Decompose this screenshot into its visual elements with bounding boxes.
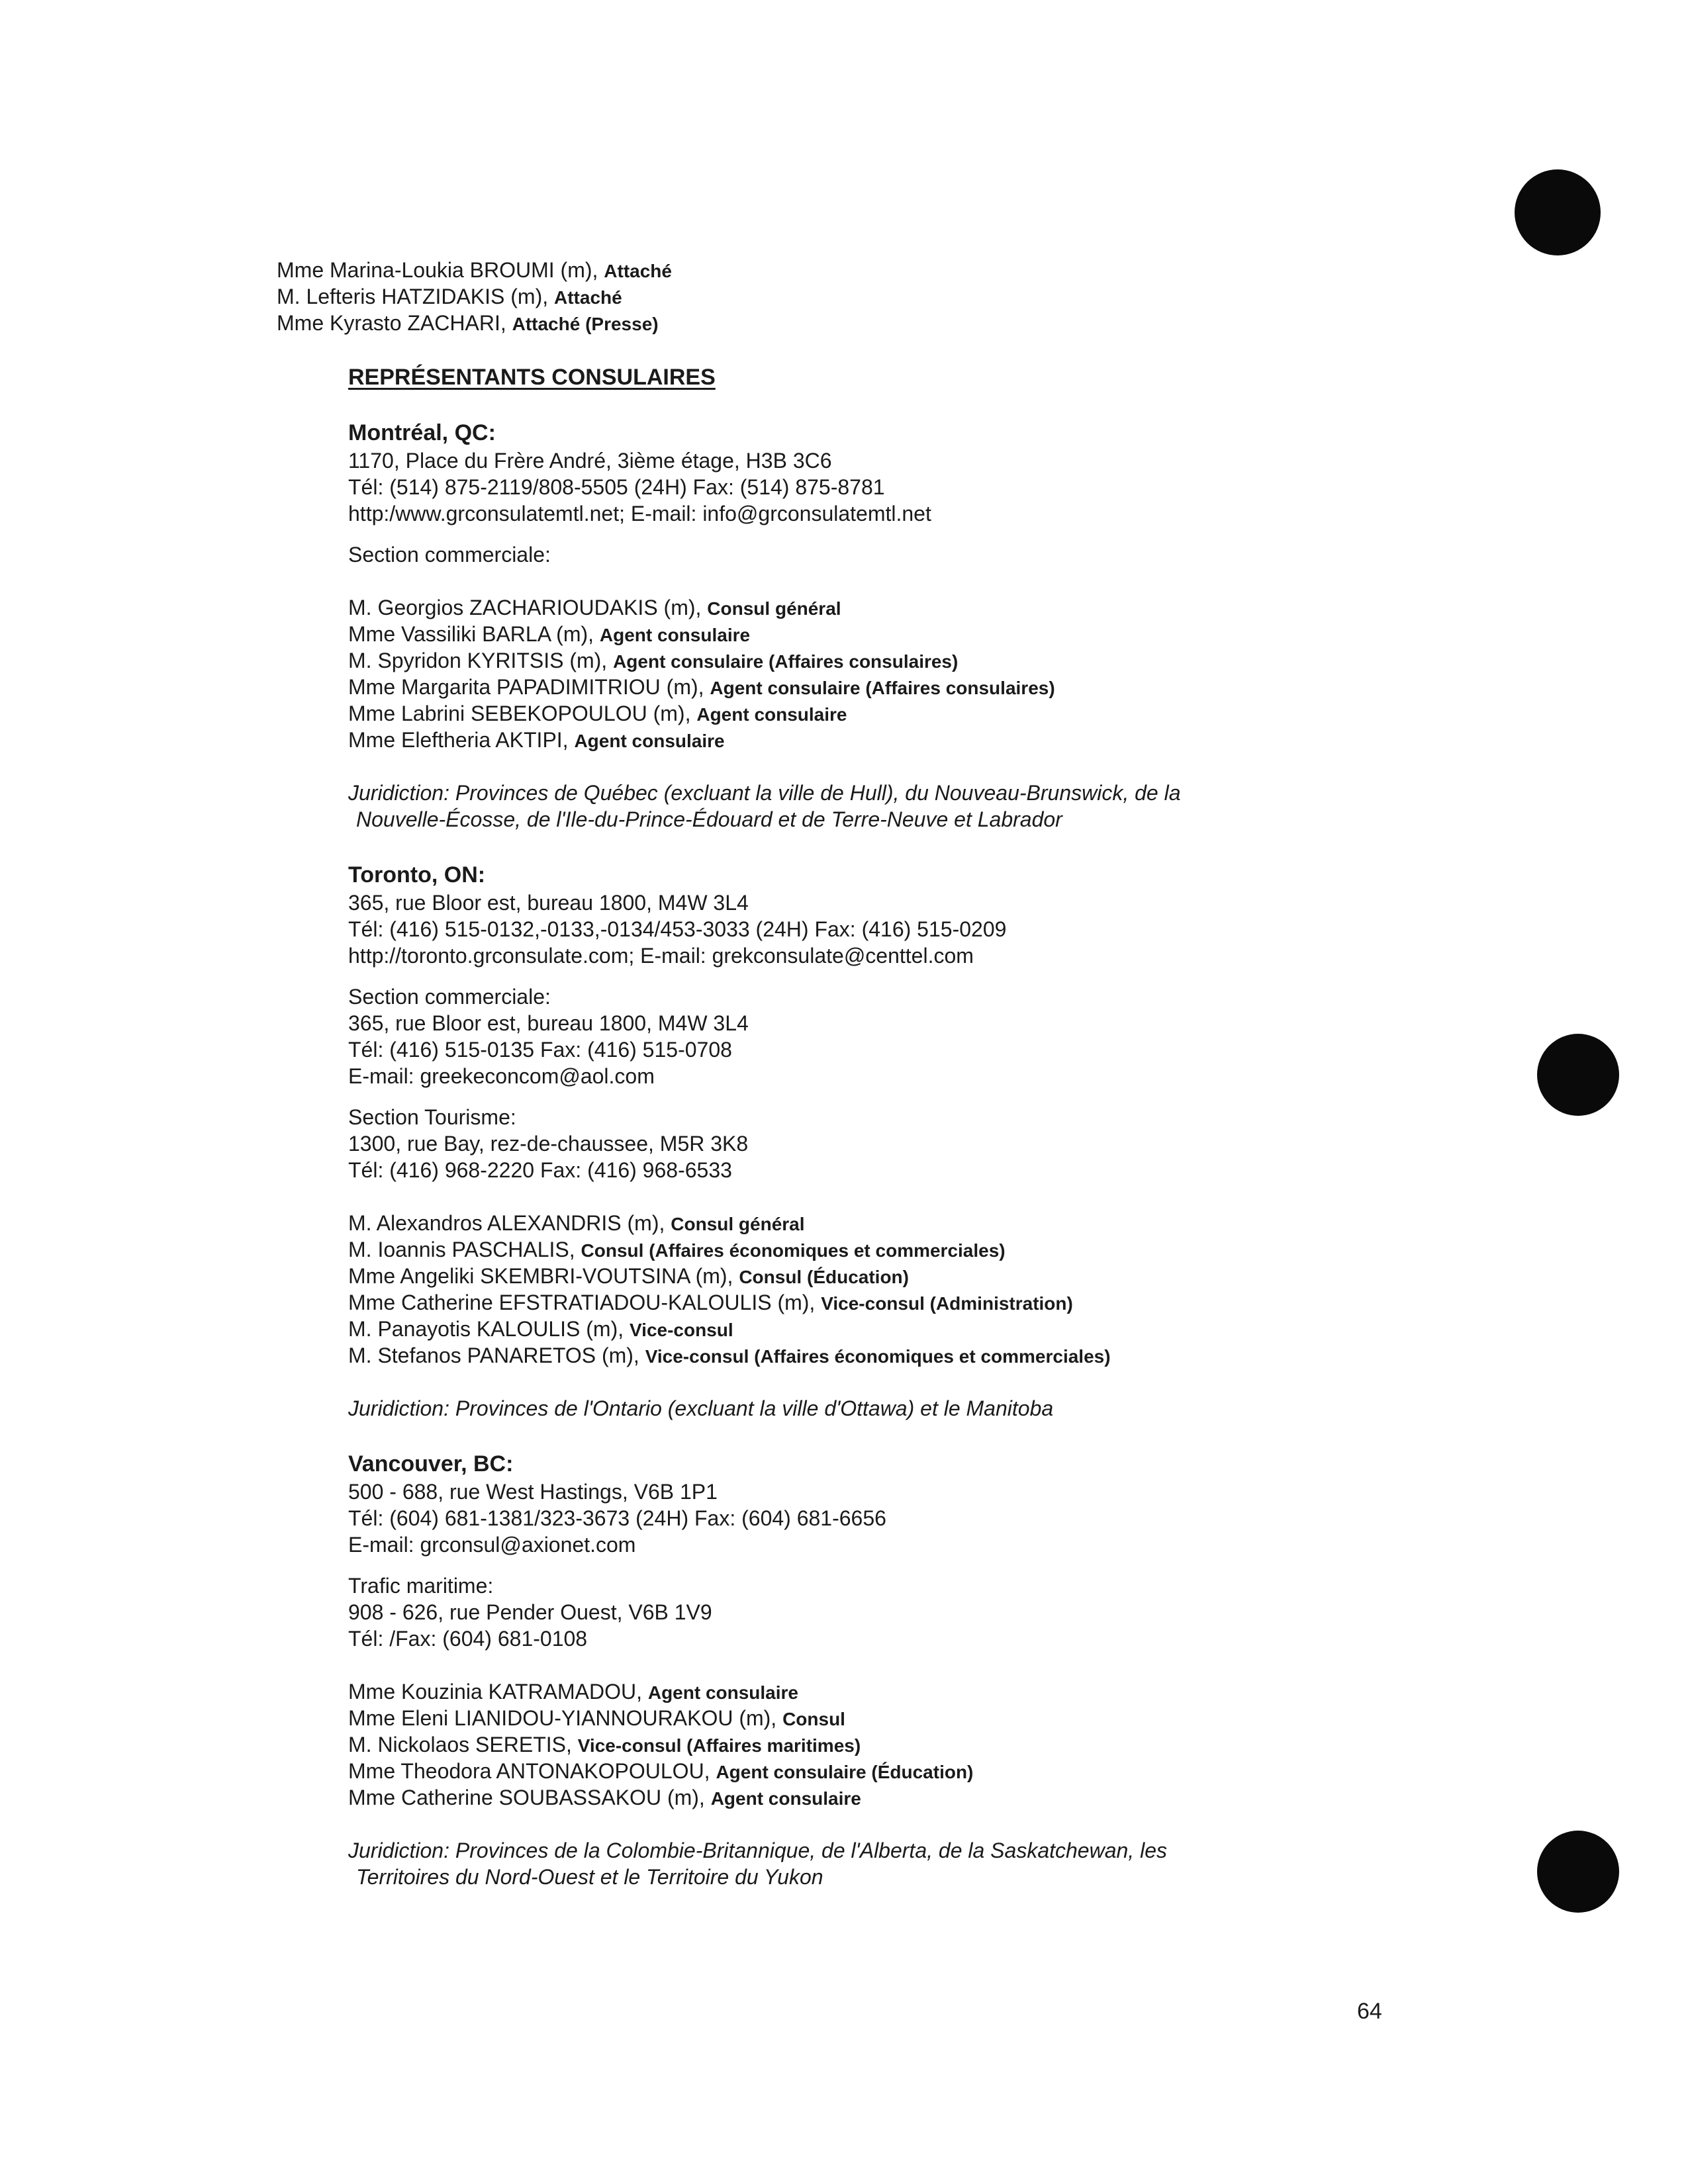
staff-line: Mme Margarita PAPADIMITRIOU (m), Agent consulaire (Affaires consulaires) [348, 675, 1055, 699]
address-line: 1300, rue Bay, rez-de-chaussee, M5R 3K8 [348, 1132, 749, 1156]
punch-hole [1537, 1034, 1619, 1116]
address-line: 1170, Place du Frère André, 3ième étage, H3B 3C6 [348, 449, 832, 473]
jurisdiction-line: Juridiction: Provinces de Québec (excluant la ville de Hull), du Nouveau-Brunswick, de la [348, 781, 1181, 805]
staff-line: Mme Theodora ANTONAKOPOULOU, Agent consulaire (Éducation) [348, 1759, 974, 1783]
staff-line: Mme Eleni LIANIDOU-YIANNOURAKOU (m), Consul [348, 1706, 845, 1730]
phone-line: Tél: (514) 875-2119/808-5505 (24H) Fax: (514) 875-8781 [348, 475, 885, 499]
address-line: 365, rue Bloor est, bureau 1800, M4W 3L4 [348, 1011, 749, 1035]
staff-line: M. Georgios ZACHARIOUDAKIS (m), Consul général [348, 596, 841, 619]
staff-line: Mme Eleftheria AKTIPI, Agent consulaire [348, 728, 725, 752]
commercial-label: Section commerciale: [348, 543, 551, 567]
staff-line: M. Stefanos PANARETOS (m), Vice-consul (Affaires économiques et commerciales) [348, 1343, 1111, 1367]
web-line: http:/www.grconsulatemtl.net; E-mail: info@grconsulatemtl.net [348, 502, 931, 525]
city-heading-vancouver: Vancouver, BC: [348, 1451, 514, 1477]
city-heading-toronto: Toronto, ON: [348, 862, 486, 887]
address-line: 365, rue Bloor est, bureau 1800, M4W 3L4 [348, 891, 749, 915]
commercial-label: Section commerciale: [348, 985, 551, 1009]
staff-line: Mme Catherine SOUBASSAKOU (m), Agent consulaire [348, 1786, 861, 1809]
jurisdiction-line: Juridiction: Provinces de l'Ontario (excluant la ville d'Ottawa) et le Manitoba [348, 1396, 1054, 1420]
phone-line: Tél: /Fax: (604) 681-0108 [348, 1627, 588, 1651]
jurisdiction-line: Territoires du Nord-Ouest et le Territoire du Yukon [356, 1865, 823, 1889]
city-heading-montreal: Montréal, QC: [348, 420, 496, 445]
jurisdiction-line: Nouvelle-Écosse, de l'Ile-du-Prince-Édouard et de Terre-Neuve et Labrador [356, 807, 1062, 831]
email-line: E-mail: grconsul@axionet.com [348, 1533, 636, 1557]
staff-line: M. Alexandros ALEXANDRIS (m), Consul général [348, 1211, 805, 1235]
staff-line: M. Nickolaos SERETIS, Vice-consul (Affaires maritimes) [348, 1733, 861, 1756]
phone-line: Tél: (604) 681-1381/323-3673 (24H) Fax: (604) 681-6656 [348, 1506, 886, 1530]
email-line: E-mail: greekeconcom@aol.com [348, 1064, 655, 1088]
staff-line: Mme Angeliki SKEMBRI-VOUTSINA (m), Consul (Éducation) [348, 1264, 909, 1288]
phone-line: Tél: (416) 968-2220 Fax: (416) 968-6533 [348, 1158, 732, 1182]
staff-line: M. Lefteris HATZIDAKIS (m), Attaché [277, 285, 622, 308]
address-line: 500 - 688, rue West Hastings, V6B 1P1 [348, 1480, 718, 1504]
section-heading: REPRÉSENTANTS CONSULAIRES [348, 365, 716, 390]
staff-line: Mme Kyrasto ZACHARI, Attaché (Presse) [277, 311, 659, 335]
staff-line: Mme Kouzinia KATRAMADOU, Agent consulaire [348, 1680, 799, 1704]
staff-line: M. Ioannis PASCHALIS, Consul (Affaires économiques et commerciales) [348, 1238, 1006, 1261]
address-line: 908 - 626, rue Pender Ouest, V6B 1V9 [348, 1600, 712, 1624]
punch-hole [1515, 169, 1601, 255]
web-line: http://toronto.grconsulate.com; E-mail: grekconsulate@centtel.com [348, 944, 974, 968]
staff-line: Mme Catherine EFSTRATIADOU-KALOULIS (m), Vice-consul (Administration) [348, 1291, 1073, 1314]
staff-line: M. Spyridon KYRITSIS (m), Agent consulaire (Affaires consulaires) [348, 649, 959, 672]
jurisdiction-line: Juridiction: Provinces de la Colombie-Britannique, de l'Alberta, de la Saskatchewan, les [348, 1839, 1167, 1862]
phone-line: Tél: (416) 515-0135 Fax: (416) 515-0708 [348, 1038, 732, 1062]
phone-line: Tél: (416) 515-0132,-0133,-0134/453-3033 (24H) Fax: (416) 515-0209 [348, 917, 1007, 941]
staff-line: Mme Vassiliki BARLA (m), Agent consulaire [348, 622, 751, 646]
staff-line: Mme Labrini SEBEKOPOULOU (m), Agent consulaire [348, 702, 847, 725]
staff-line: Mme Marina-Loukia BROUMI (m), Attaché [277, 258, 672, 282]
page-number: 64 [1357, 1999, 1382, 2024]
maritime-label: Trafic maritime: [348, 1574, 494, 1598]
staff-line: M. Panayotis KALOULIS (m), Vice-consul [348, 1317, 733, 1341]
tourism-label: Section Tourisme: [348, 1105, 516, 1129]
punch-hole [1537, 1831, 1619, 1913]
